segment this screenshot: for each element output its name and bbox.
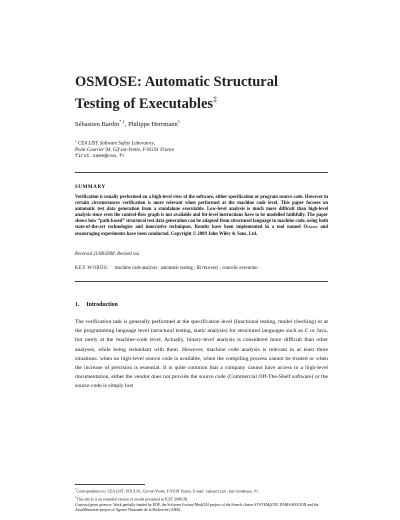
summary-abstract	[75, 195, 328, 238]
author-1: Sébastien Bardin	[75, 121, 120, 129]
affiliation-line-2: Point Courrier 94, Gif-sur-Yvette, F-91191 France	[75, 147, 175, 153]
footnote-1	[75, 487, 328, 495]
tool-name: Osmose	[303, 225, 318, 231]
keywords-label: KEY WORDS:	[75, 266, 109, 271]
abstract-divider	[75, 281, 328, 282]
body-paragraph	[75, 318, 328, 392]
footnote-1-mark: *	[75, 487, 77, 491]
footnote-1-email: sebastien.bardin@cea.fr	[205, 490, 259, 495]
affiliation-line-1: CEA LIST, Software Safety Laboratory,	[77, 141, 155, 147]
author-list	[75, 117, 328, 129]
title-line-2: Testing of Executables	[75, 95, 214, 112]
author-separator: ,	[124, 121, 129, 129]
footnote-2-mark: ‡	[75, 495, 77, 500]
author-1-marks: *,1	[119, 119, 125, 124]
summary-text-part-2: and encouraging experiments have been conducted. Copyright © 2009 John Wiley & Sons, Ltd.	[75, 225, 328, 237]
title-line-1: OSMOSE: Automatic Structural	[75, 74, 278, 90]
footnote-3-text: : Work partially funded by EDF, the Software Factory/MediTAl project of the French cluster SYSTEM@TIC PARIS-REGION and the AsynMemoriae project of Agence Nationale de la Recherche (ANR).	[75, 502, 319, 513]
title-footnote-mark: ‡	[213, 95, 218, 104]
footnote-3	[75, 503, 328, 513]
footnotes	[75, 487, 328, 513]
summary-text-part-1: Verification is usually performed on a high-level view of the software, either specification or program source code. However in certain circumstances verification is more relevant when performed at the machine code level. This paper focuses on automatic test data generation from a standalone executable. Low-level analysis is much more difficult than high-level analysis since even the control-flow graph is not available and bit-level instructions have to be modelled faithfully. The paper shows how “path-based” structural test data generation can be adapted from structured language to machine code, using both state-of-the-art technologies and innovative techniques. Results have been implemented in a tool named	[75, 195, 328, 231]
footnote-divider	[75, 484, 145, 485]
received-dates: Received 21/08/2008; Revised xxx	[75, 252, 140, 257]
footnote-1-text: Correspondence to: CEA LIST, SOL/LSL, Gif-sur-Yvette, F-91191 France. E-mail:	[76, 489, 206, 494]
affiliation-email: first.name@cea.fr	[75, 153, 125, 159]
header-divider	[75, 172, 328, 173]
section-number: 1.	[75, 302, 80, 308]
footnote-2	[75, 495, 328, 502]
affiliation-mark: 1	[75, 139, 77, 143]
footnote-2-text: This article is an extended version of results presented at ICST 2008 [8].	[76, 497, 188, 502]
section-heading	[75, 302, 328, 308]
author-2-marks: 1	[177, 119, 181, 124]
paragraph-1: The verification task is generally performed at the specification level (functional testing, model checking) or at the programming language level (structural testing, static analysis) for structured languages such as C or Java, but rarely at the machine-code level. Actually, binary-level analysis is considered more difficult than other analyses, while being redundant with them. However, machine code analysis is relevant in at least three situations: when no high-level source code is available, when the compiling process cannot be trusted or when the increase of precision is essential. It is quite common that a company cannot have access to a high-level documentation, either the vendor does not provide the source code (Commercial Off-The-Shelf software) or the source code is simply lost	[75, 319, 328, 390]
author-2: Philippe Herrmann	[128, 121, 178, 129]
paper-title	[75, 73, 328, 113]
keywords	[75, 266, 328, 272]
summary-heading: SUMMARY	[75, 185, 106, 190]
keywords-text: machine code analysis ; automatic testing ; IR recovery ; concolic execution	[114, 266, 258, 271]
section-title: Introduction	[86, 302, 118, 308]
affiliation	[75, 138, 328, 160]
footnote-3-lead: Contract/grant sponsor	[75, 502, 112, 507]
